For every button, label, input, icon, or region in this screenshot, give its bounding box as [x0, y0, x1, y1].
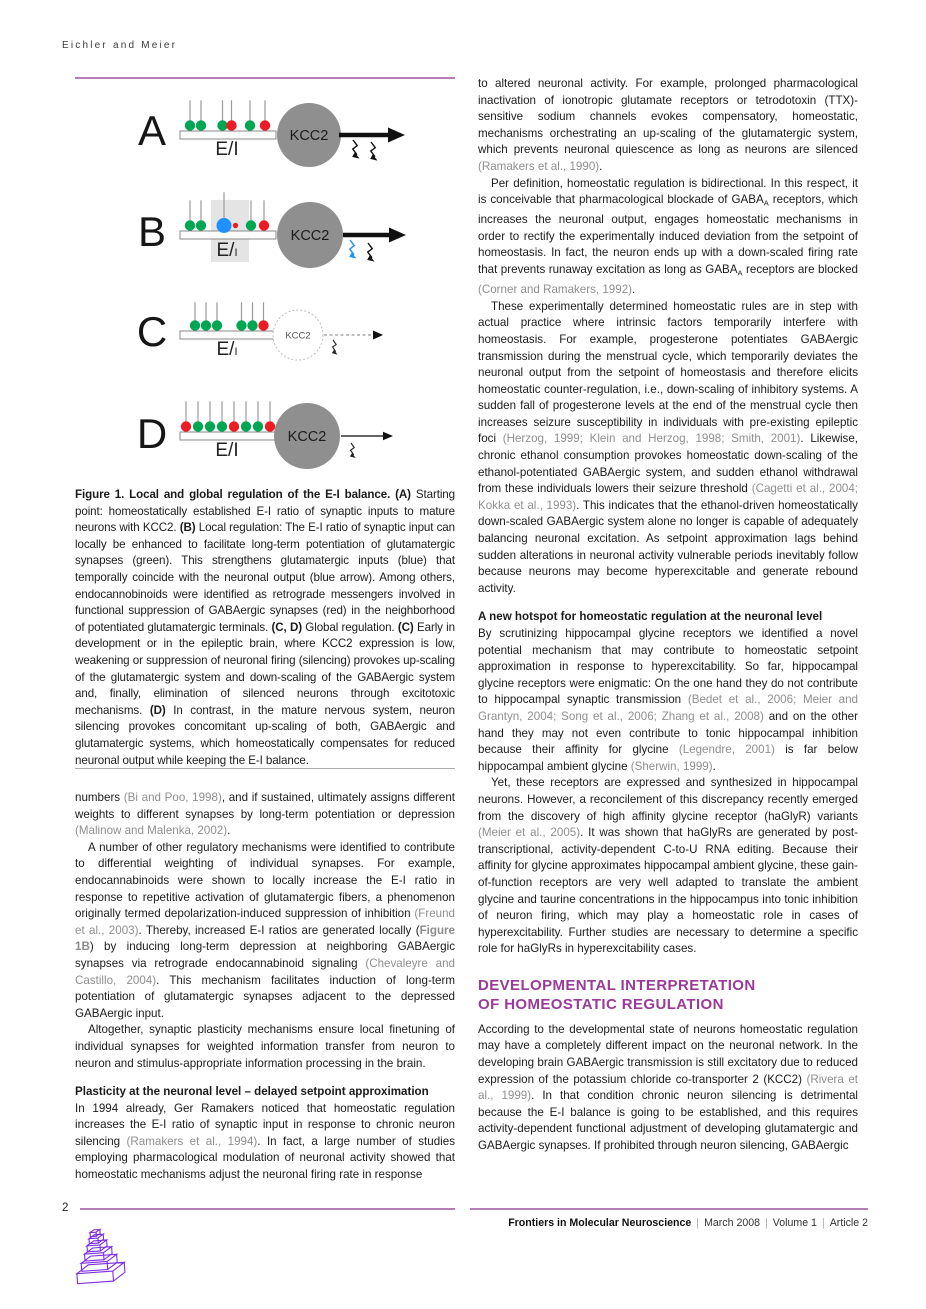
paragraph: These experimentally determined homeostatic rules are in step with actual practice where intrinsic factors temporarily interfere with homeostasis. For example, progesterone potentiates GABAergic transmission during the menstrual cycle, which temporarily deviates the neuronal output from the setpoint of homeostasis and therefore elicits homeostatic counter-regulation, i.e., down-scaling of inhibitory systems. A sudden fall of progesterone levels at the end of the menstrual cycle then increases seizure susceptibility in individuals with pre-existing epileptic foci (Herzog, 1999; Klein and Herzog, 1998; Smith, 2001). Likewise, chronic ethanol consumption provokes homeostatic down-scaling of the ethanol-potentiated GABAergic system, and sudden ethanol withdrawal from these individuals lowers their seizure threshold (Cagetti et al., 2004; Kokka et al., 1993). This indicates that the ethanol-driven homeostatically down-scaled GABAergic system alone no longer is capable of adequately balancing neuronal excitation. As setpoint approximation lags behind sudden alterations in neuronal activity vulnerable periods inevitably follow because neurons may become hyperexcitable and generate rebound activity.: [478, 299, 859, 595]
glutamatergic-dot: [217, 421, 227, 431]
glutamatergic-dot: [247, 320, 257, 330]
GABAergic-dot: [226, 120, 236, 130]
action-potential-icon: [351, 140, 362, 159]
panel-letter: D: [136, 410, 168, 457]
subsection-heading: A new hotspot for homeostatic regulation at the neuronal level: [478, 610, 823, 624]
caption-divider-rule: [75, 768, 455, 769]
journal-name: Frontiers in Molecular Neuroscience: [508, 1217, 692, 1229]
action-potential-icon: [366, 243, 377, 262]
glutamatergic-dot: [196, 220, 206, 230]
subsection-heading: Plasticity at the neuronal level – delayed setpoint approximation: [75, 1085, 429, 1099]
figure-1-graphic: [70, 88, 460, 490]
footer-date: March 2008: [704, 1217, 761, 1229]
paragraph: Figure 1. Local and global regulation of the E-I balance. (A) Starting point: homeostatically established E-I ratio of synaptic inputs to mature neurons with KCC2. (B) Local regulation: The E-I ratio of synaptic input can locally be enhanced to facilitate long-term potentiation of glutamatergic synapses (green). This strengthens glutamatergic inputs (blue) that temporally coincide with the neuronal output (blue arrow). Among others, endocannobinoids were identified as retrograde messengers involved in functional suppression of GABAergic synapses (red) in the neighborhood of potentiated glutamatergic terminals. (C, D) Global regulation. (C) Early in development or in the epileptic brain, where KCC2 expression is low, weakening or suppression of neuronal firing (silencing) provokes up-scaling of the glutamatergic system and down-scaling of the GABAergic system and, finally, elimination of silenced neurons through excitotoxic mechanisms. (D) In contrast, in the mature nervous system, neuron silencing provokes concomitant up-scaling of both, GABAergic and glutamatergic systems, which homeostatically compensates for reduced neuronal output while keeping the E-I balance.: [75, 488, 455, 767]
glutamatergic-dot: [245, 120, 255, 130]
footer-article: Article 2: [829, 1217, 868, 1229]
output-arrowhead: [389, 228, 406, 243]
figure-panel-d: [137, 401, 393, 469]
kcc2-label: KCC2: [285, 330, 311, 342]
dendrite-bar: [180, 432, 276, 440]
right-column: [478, 76, 858, 1155]
ei-ratio-label: E/I: [215, 440, 239, 461]
kcc2-label: KCC2: [287, 429, 327, 445]
footer-volume: Volume 1: [772, 1217, 817, 1229]
synapse-row: [190, 302, 269, 330]
running-head-authors: Eichler and Meier: [62, 40, 178, 51]
figure-1: [70, 88, 460, 490]
glutamatergic-dot: [193, 421, 203, 431]
glutamatergic-dot: [241, 421, 251, 431]
glutamatergic-dot: [190, 320, 200, 330]
GABAergic-dot: [233, 223, 238, 228]
panel-letter: C: [136, 308, 168, 355]
synapse-row: [185, 100, 270, 130]
figure-panel-c: [137, 302, 383, 360]
footer-citation: [470, 1217, 868, 1229]
output-arrowhead: [373, 331, 383, 340]
dendrite-bar: [180, 331, 276, 339]
glutamatergic-dot: [217, 120, 227, 130]
output-arrowhead: [383, 432, 393, 440]
glutamatergic-dot: [212, 320, 222, 330]
GABAergic-dot: [181, 421, 191, 431]
glutamatergic-dot: [201, 320, 211, 330]
glutamatergic-dot: [253, 421, 263, 431]
paragraph: By scrutinizing hippocampal glycine receptors we identified a novel potential mechanism that may contribute to homeostatic setpoint approximation in response to hyperexcitability. So far, hippocampal glycine receptors were enigmatic: On the one hand they do not contribute to hippocampal synaptic transmission (Bedet et al., 2006; Meier and Grantyn, 2004; Song et al., 2006; Zhang et al., 2008) and on the other hand they may not even contribute to tonic hippocampal inhibition because their affinity for glycine (Legendre, 2001) is far below hippocampal ambient glycine (Sherwin, 1999).: [478, 627, 859, 773]
figure-1-caption: [75, 487, 455, 769]
paragraph: Yet, these receptors are expressed and synthesized in hippocampal neurons. However, a reconcilement of this discrepancy recently emerged from the discovery of high affinity glycine receptor (haGlyR) variants (Meier et al., 2005). It was shown that haGlyRs are generated by post-transcriptional, activity-dependent C-to-U RNA editing. Because their affinity for glycine approximates hippocampal ambient glycine, these gain-of-function receptors are very well adapted to translate the ambient glycine and taurine concentrations in the hippocampus into tonic inhibition of neuron firing, which may play a homeostatic role in cases of hyperexcitability. Further studies are necessary to determine a specific role for haGlyRs in hyperexcitability cases.: [478, 776, 858, 956]
potentiated-action-potential-icon: [348, 240, 359, 259]
frontiers-logo: [70, 1220, 132, 1292]
panel-letter: B: [137, 208, 167, 255]
figure-panel-b: [138, 192, 406, 268]
GABAergic-dot: [259, 220, 269, 230]
footer-separator: |: [696, 1217, 700, 1229]
footer-separator: |: [821, 1217, 825, 1229]
paragraph: In 1994 already, Ger Ramakers noticed that homeostatic regulation increases the E-I ratio of synaptic input in response to chronic neuron silencing (Ramakers et al., 1994). In fact, a large number of studies employing pharmacological modulation of neuronal activity showed that homeostatic mechanisms adjust the neuronal firing rate in response: [75, 1101, 455, 1182]
output-arrowhead: [388, 128, 405, 143]
action-potential-icon: [369, 142, 380, 161]
paragraph: Per definition, homeostatic regulation is bidirectional. In this respect, it is conceivable that pharmacological blockade of $GABA_A$ receptors, which increases the neuronal output, engages homeostatic mechanisms in order to rectify the experimentally induced deviation from the setpoint of homeostasis. In fact, the neuron ends up with a down-scaled firing rate that prevents runaway excitation as long as $GABA_A$ receptors are blocked (Corner and Ramakers, 1992).: [478, 176, 859, 297]
glutamatergic-dot: [205, 421, 215, 431]
synapse-row: [181, 401, 275, 431]
paragraph: numbers (Bi and Poo, 1998), and if sustained, ultimately assigns different weights to different synapses by long-term potentiation or depression (Malinow and Malenka, 2002).: [75, 791, 456, 838]
header-rule: [75, 77, 455, 79]
ei-ratio-label: E/I: [215, 139, 239, 160]
glutamatergic-dot: [196, 120, 206, 130]
footer-separator: |: [765, 1217, 768, 1229]
GABAergic-dot: [260, 120, 270, 130]
kcc2-label: KCC2: [290, 228, 330, 244]
left-column: [75, 790, 455, 1184]
glutamatergic-dot: [246, 220, 256, 230]
paragraph: to altered neuronal activity. For example, prolonged pharmacological inactivation of ionotropic glutamate receptors or tetrodotoxin (TTX)-sensitive sodium channels evokes compensatory, homeostatic, mechanisms orchestrating an up-scaling of the glutamatergic system, which prevents neuronal quiescence as long as neurons are silenced (Ramakers et al., 1990).: [478, 77, 858, 173]
glutamatergic-dot: [185, 220, 195, 230]
ei-ratio-label: E/I: [216, 339, 238, 360]
GABAergic-dot: [265, 421, 275, 431]
GABAergic-dot: [258, 320, 268, 330]
page-number: 2: [62, 1202, 69, 1214]
dendrite-bar: [180, 131, 276, 139]
footer-rule-left: [80, 1208, 455, 1210]
panel-letter: A: [137, 107, 167, 154]
figure-panel-a: [138, 100, 405, 167]
glutamatergic-dot: [185, 120, 195, 130]
action-potential-icon: [349, 443, 359, 458]
ei-ratio-label: E/I: [216, 240, 238, 261]
paragraph: A number of other regulatory mechanisms were identified to contribute to differential weighting of individual synapses. For example, endocannabinoids were shown to locally increase the E-I ratio in response to repetitive activation of glutamatergic fibers, a phenomenon originally termed depolarization-induced suppression of inhibition (Freund et al., 2003). Thereby, increased E-I ratios are generated locally (Figure 1B) by inducing long-term depression at neighboring GABAergic synapses via retrograde endocannabinoid signaling (Chevaleyre and Castillo, 2004). This mechanism facilitates induction of long-term potentiation of glutamatergic synapses adjacent to the depressed GABAergic input.: [75, 840, 456, 1020]
potentiated-glutamatergic-dot: [217, 218, 232, 233]
paragraph: According to the developmental state of neurons homeostatic regulation may have a completely different impact on the neuronal network. In the developing brain GABAergic transmission is still excitatory due to reduced expression of the potassium chloride co-transporter 2 (KCC2) (Rivera et al., 1999). In that condition chronic neuron silencing is detrimental because the E-I balance is going to be established, and this requires activity-dependent functional adjustment of developing glutamatergic and GABAergic synapses. If prohibited through neuron silencing, GABAergic: [478, 1022, 859, 1153]
section-heading: DEVELOPMENTAL INTERPRETATION OF HOMEOSTATIC REGULATION: [478, 976, 756, 1013]
kcc2-label: KCC2: [289, 128, 329, 144]
dendrite-bar: [180, 231, 276, 239]
paragraph: Altogether, synaptic plasticity mechanisms ensure local finetuning of individual synapses for weighted information transfer from neuron to neuron and stimulus-appropriate information processing in the brain.: [75, 1023, 455, 1070]
GABAergic-dot: [229, 421, 239, 431]
glutamatergic-dot: [236, 320, 246, 330]
action-potential-icon: [331, 340, 340, 355]
footer-rule-right: [470, 1208, 868, 1210]
